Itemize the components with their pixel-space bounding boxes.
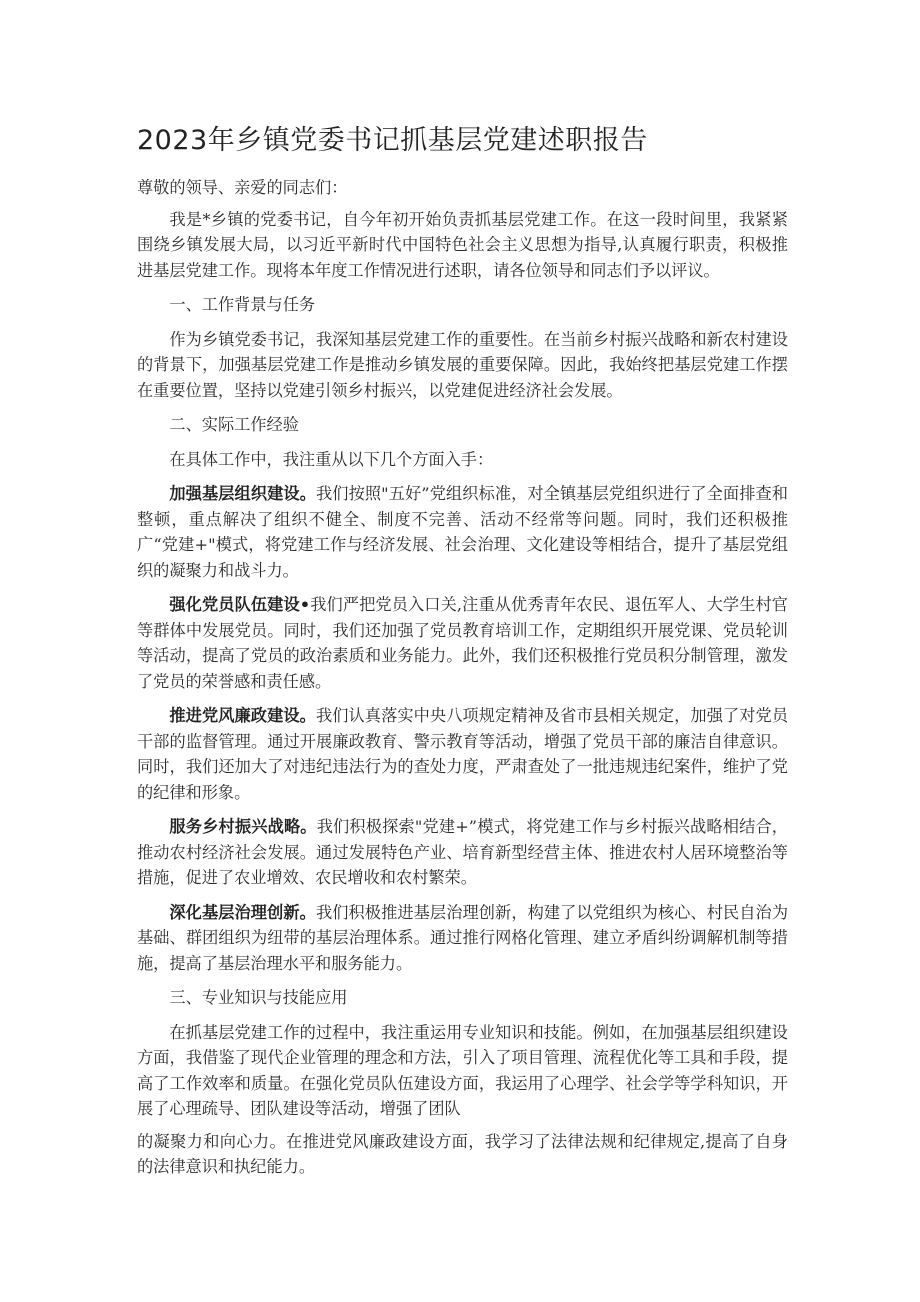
item-text: 我们积极探索"党建+”模式，将党建工作与乡村振兴战略相结合，推动农村经济社会发展。通过发展特色产业、培育新型经营主体、推进农村人居环境整治等措施，促进了农业增效、农民增收和农村繁荣。 [137, 817, 788, 887]
item-lead: 加强基层组织建设。 [169, 484, 317, 503]
document-title: 2023年乡镇党委书记抓基层党建述职报告 [137, 125, 648, 156]
item-text: 我们严把党员入口关,注重从优秀青年农民、退伍军人、大学生村官等群体中发展党员。同时，我们还加强了党员教育培训工作，定期组织开展党课、党员轮训等活动，提高了党员的政治素质和业务能力。此外，我们还积极推行党员积分制管理，激发了党员的荣誉感和责任感。 [137, 595, 788, 691]
item-text: 我们认真落实中央八项规定精神及省市县相关规定，加强了对党员干部的监督管理。通过开展廉政教育、警示教育等活动，增强了党员干部的廉洁自律意识。同时，我们还加大了对违纪违法行为的查处力度，严肃查处了一批违规违纪案件，维护了党的纪律和形象。 [137, 706, 789, 802]
section2-item-revitalization [137, 814, 788, 891]
section2-intro: 在具体工作中，我注重从以下几个方面入手： [169, 449, 494, 469]
item-lead: 服务乡村振兴战略。 [169, 817, 317, 836]
greeting: 尊敬的领导、亲爱的同志们： [137, 178, 348, 197]
section2-item-governance [137, 900, 788, 977]
item-lead: 强化党员队伍建设• [169, 595, 311, 614]
section1-paragraph: 作为乡镇党委书记，我深知基层党建工作的重要性。在当前乡村振兴战略和新农村建设的背景下，加强基层党建工作是推动乡镇发展的重要保障。因此，我始终把基层党建工作摆在重要位置，坚持以党建引领乡村振兴，以党建促进经济社会发展。 [137, 329, 788, 400]
section1-heading: 一、工作背景与任务 [169, 295, 316, 314]
intro-paragraph: 我是*乡镇的党委书记，自今年初开始负责抓基层党建工作。在这一段时间里，我紧紧围绕乡镇发展大局，以习近平新时代中国特色社会主义思想为指导,认真履行职责，积极推进基层党建工作。现将本年度工作情况进行述职，请各位领导和同志们予以评议。 [137, 209, 788, 280]
section3-heading: 三、专业知识与技能应用 [169, 988, 348, 1007]
item-lead: 深化基层治理创新。 [169, 902, 316, 922]
section3-paragraph: 在抓基层党建工作的过程中，我注重运用专业知识和技能。例如，在加强基层组织建设方面，我借鉴了现代企业管理的理念和方法，引入了项目管理、流程优化等工具和手段，提高了工作效率和质量。在强化党员队伍建设方面，我运用了心理学、社会学等学科知识，开展了心理疏导、团队建设等活动，增强了团队 [137, 1022, 788, 1118]
item-text: 我们积极推进基层治理创新，构建了以党组织为核心、村民自治为基础、群团组织为纽带的基层治理体系。通过推行网格化管理、建立矛盾纠纷调解机制等措施，提高了基层治理水平和服务能力。 [137, 902, 789, 973]
item-text: 我们按照"五好”党组织标准，对全镇基层党组织进行了全面排查和整顿，重点解决了组织不健全、制度不完善、活动不经常等问题。同时，我们还积极推广“党建+"模式，将党建工作与经济发展、社会治理、文化建设等相结合，提升了基层党组织的凝聚力和战斗力。 [137, 484, 788, 580]
section2-item-members [137, 592, 788, 694]
item-lead: 推进党风廉政建设。 [169, 706, 316, 725]
section2-heading: 二、实际工作经验 [169, 415, 299, 434]
section3-continuation: 的凝聚力和向心力。在推进党风廉政建设方面，我学习了法律法规和纪律规定,提高了自身的法律意识和执纪能力。 [137, 1131, 788, 1176]
section2-item-organization [137, 481, 788, 583]
section2-item-integrity [137, 703, 788, 805]
